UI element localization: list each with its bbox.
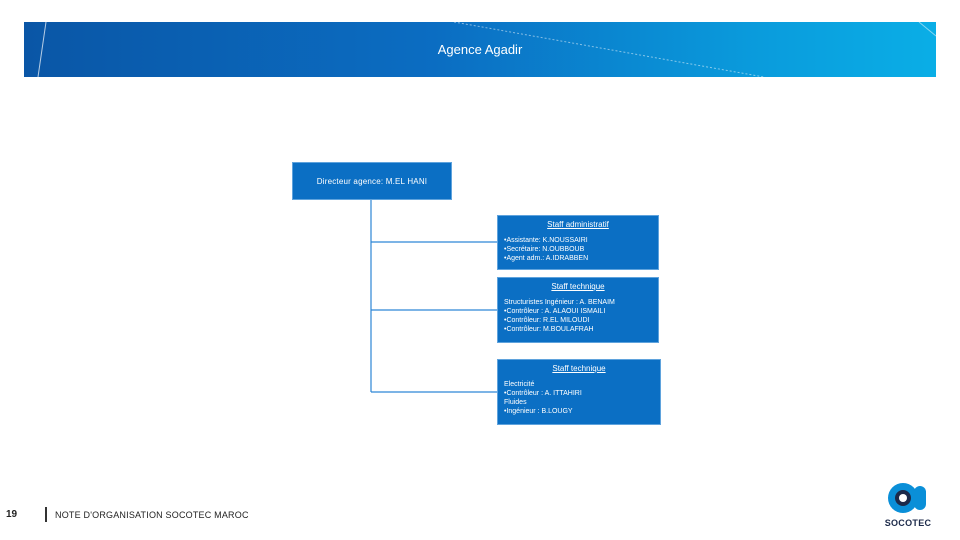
- document-title: NOTE D'ORGANISATION SOCOTEC MAROC: [55, 510, 249, 520]
- staff-member: •Contrôleur : A. ALAOUI ISMAILI: [504, 308, 606, 315]
- staff-member: •Agent adm.: A.IDRABBEN: [504, 255, 589, 262]
- socotec-logo: [880, 480, 940, 530]
- staff-member: Structuristes Ingénieur : A. BENAIM: [504, 299, 615, 306]
- staff-group-title: Staff administratif: [547, 220, 609, 229]
- director-box: [292, 162, 452, 200]
- page-title: Agence Agadir: [437, 42, 523, 57]
- staff-technique-fluides-box: [497, 359, 661, 425]
- staff-group-title: Staff technique: [551, 282, 605, 291]
- staff-member: •Contrôleur : A. ITTAHIRI: [504, 390, 582, 397]
- staff-member: •Contrôleur: R.EL MILOUDI: [504, 317, 590, 324]
- director-label: Directeur agence: M.EL HANI: [316, 176, 428, 186]
- staff-technique-structure-box: [497, 277, 659, 343]
- staff-administratif-box: [497, 215, 659, 270]
- staff-member: •Secrétaire: N.OUBBOUB: [504, 246, 585, 253]
- staff-group-title: Staff technique: [552, 364, 606, 373]
- staff-member: Electricité: [504, 381, 535, 388]
- staff-member: •Assistante: K.NOUSSAIRI: [504, 237, 588, 244]
- logo-wordmark: SOCOTEC: [884, 518, 932, 528]
- footer-divider: [45, 507, 47, 522]
- page-number: 19: [6, 509, 18, 520]
- staff-member: Fluides: [504, 399, 527, 406]
- staff-member: •Ingénieur : B.LOUGY: [504, 408, 573, 415]
- staff-member: •Contrôleur: M.BOULAFRAH: [504, 326, 594, 333]
- socotec-logo-icon: [886, 480, 930, 516]
